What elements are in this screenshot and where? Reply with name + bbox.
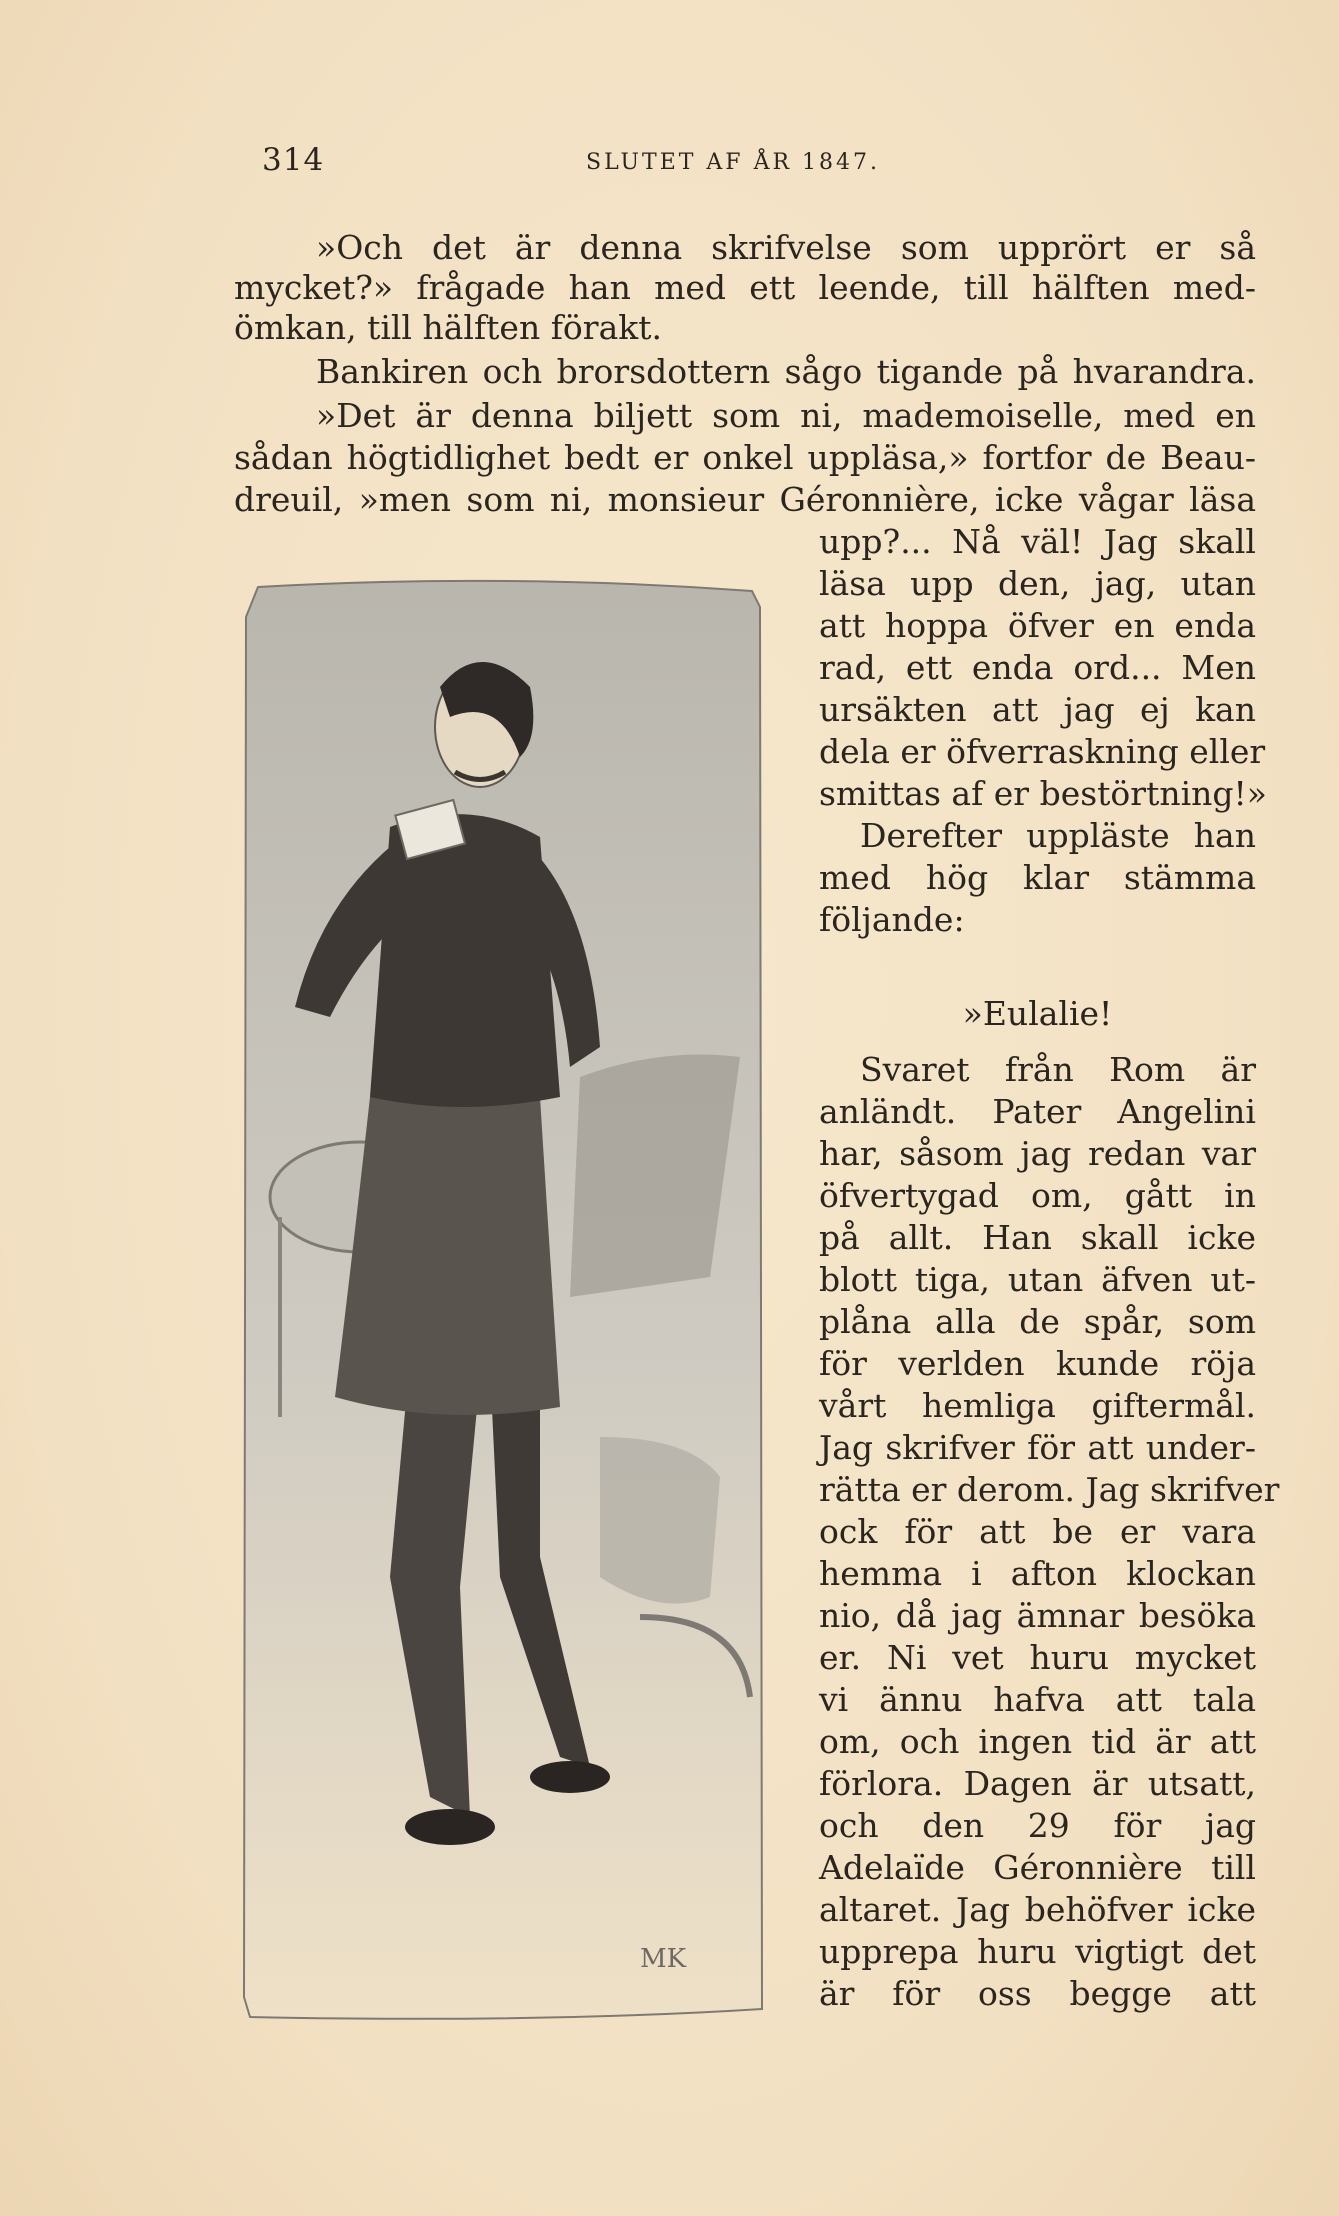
text-line: dela er öfverraskning eller <box>819 732 1266 771</box>
text-line: vårt hemliga giftermål. <box>819 1386 1256 1425</box>
text-line: med hög klar stämma <box>819 858 1256 897</box>
text-line: er. Ni vet huru mycket <box>819 1638 1256 1677</box>
text-line: upp?... Nå väl! Jag skall <box>819 522 1256 561</box>
text-line: plåna alla de spår, som <box>819 1302 1256 1341</box>
text-line: nio, då jag ämnar besöka <box>819 1596 1256 1635</box>
text-line: Bankiren och brorsdottern sågo tigande på hvarandra. <box>316 352 1256 391</box>
page-number: 314 <box>262 142 325 178</box>
text-line: ursäkten att jag ej kan <box>819 690 1256 729</box>
text-line: blott tiga, utan äfven ut- <box>819 1260 1256 1299</box>
running-head: SLUTET AF ÅR 1847. <box>586 150 880 175</box>
text-line: sådan högtidlighet bedt er onkel uppläsa,» fortfor de Beau- <box>234 438 1256 477</box>
text-line: rätta er derom. Jag skrifver <box>819 1470 1280 1509</box>
text-line: ömkan, till hälften förakt. <box>234 308 662 347</box>
text-line: Adelaïde Géronnière till <box>819 1848 1256 1887</box>
text-line: »Det är denna biljett som ni, mademoiselle, med en <box>316 396 1256 435</box>
text-line: öfvertygad om, gått in <box>819 1176 1256 1215</box>
text-line: dreuil, »men som ni, monsieur Géronnière, icke vågar läsa <box>234 480 1256 519</box>
text-line: följande: <box>819 900 965 939</box>
text-line: på allt. Han skall icke <box>819 1218 1256 1257</box>
text-line: om, och ingen tid är att <box>819 1722 1256 1761</box>
text-line: för verlden kunde röja <box>819 1344 1256 1383</box>
text-line: Svaret från Rom är <box>860 1050 1256 1089</box>
letter-salutation: »Eulalie! <box>962 994 1113 1033</box>
text-line: är för oss begge att <box>819 1974 1256 2013</box>
illustration <box>240 577 772 2025</box>
text-line: hemma i afton klockan <box>819 1554 1256 1593</box>
text-line: har, såsom jag redan var <box>819 1134 1256 1173</box>
text-line: anländt. Pater Angelini <box>819 1092 1256 1131</box>
text-line: att hoppa öfver en enda <box>819 606 1256 645</box>
text-line: altaret. Jag behöfver icke <box>819 1890 1256 1929</box>
text-line: läsa upp den, jag, utan <box>819 564 1256 603</box>
page-header <box>262 142 1266 192</box>
text-line: smittas af er bestörtning!» <box>819 774 1267 813</box>
text-line: rad, ett enda ord... Men <box>819 648 1256 687</box>
text-line: »Och det är denna skrifvelse som upprört er så <box>316 228 1256 267</box>
gentleman-illustration <box>240 577 772 2025</box>
text-line: mycket?» frågade han med ett leende, till hälften med- <box>234 268 1256 307</box>
text-line: förlora. Dagen är utsatt, <box>819 1764 1256 1803</box>
text-line: vi ännu hafva att tala <box>819 1680 1256 1719</box>
text-line: Jag skrifver för att under- <box>819 1428 1256 1467</box>
text-line: Derefter uppläste han <box>860 816 1256 855</box>
text-line: ock för att be er vara <box>819 1512 1256 1551</box>
text-line: upprepa huru vigtigt det <box>819 1932 1256 1971</box>
text-line: och den 29 för jag <box>819 1806 1256 1845</box>
artist-signature: MK <box>640 1944 687 1974</box>
